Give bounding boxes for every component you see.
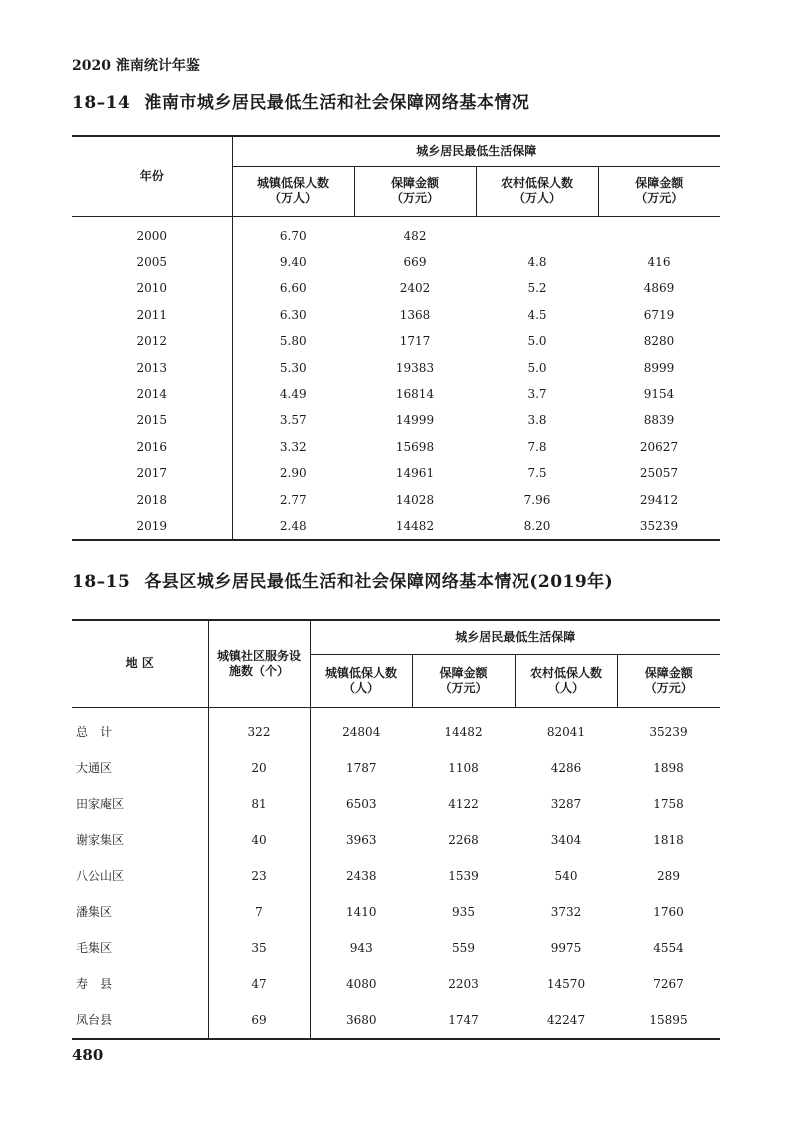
table-cell: 42247 [515, 1002, 617, 1039]
table1-column-header [476, 166, 598, 216]
table-cell: 3.8 [527, 413, 547, 428]
table-cell: 289 [657, 868, 680, 883]
table-cell: 1717 [399, 334, 431, 349]
table-cell: 1539 [448, 868, 479, 883]
table-cell: 1760 [653, 904, 684, 919]
table-cell: 3.32 [279, 439, 307, 454]
table-cell: 5.30 [279, 360, 307, 375]
table-cell: 20 [208, 750, 310, 786]
table-row [72, 930, 720, 966]
table-cell: 5.2 [527, 281, 547, 296]
column-header-unit: （人） [547, 680, 584, 695]
table-cell: 7.96 [523, 492, 551, 507]
table-cell: 4554 [653, 940, 684, 955]
table2 [72, 619, 720, 1040]
table-cell: 20627 [639, 439, 679, 454]
table-cell: 1898 [653, 760, 684, 775]
table-row [72, 434, 720, 460]
table-cell: 23 [208, 858, 310, 894]
table-cell: 4869 [643, 281, 675, 296]
table2-facilities-header [208, 620, 310, 707]
table-cell: 3680 [310, 1002, 412, 1039]
table-cell: 8.20 [476, 513, 598, 540]
table-cell: 2203 [448, 976, 479, 991]
table1-column-header [232, 166, 354, 216]
table-cell: 6.70 [279, 228, 307, 243]
row-label-cell: 2016 [72, 434, 232, 460]
table2-number: 18–15 [72, 572, 131, 592]
table1-title-text: 淮南市城乡居民最低生活和社会保障网络基本情况 [144, 93, 530, 113]
row-label-cell: 2005 [72, 249, 232, 275]
row-label-cell: 毛集区 [72, 930, 208, 966]
table-cell: 4.8 [527, 255, 547, 270]
row-label-cell: 凤台县 [72, 1002, 208, 1039]
table-cell: 540 [554, 868, 578, 883]
table2-region-header: 地 区 [72, 620, 208, 707]
column-header-unit: （万人） [268, 191, 317, 205]
row-label-cell: 八公山区 [72, 858, 208, 894]
table-cell: 2.77 [279, 492, 307, 507]
table-cell: 1787 [345, 760, 377, 775]
column-header-unit: （万元） [644, 680, 693, 695]
table-cell: 25057 [639, 466, 679, 481]
row-label-cell: 田家庵区 [72, 786, 208, 822]
table1 [72, 135, 720, 541]
table-row [72, 786, 720, 822]
table-cell: 16814 [395, 387, 435, 402]
table-cell: 1758 [653, 796, 684, 811]
table-row [72, 302, 720, 328]
table-cell: 14482 [444, 724, 483, 739]
table-cell: 2438 [345, 868, 377, 883]
row-label-cell: 2014 [72, 381, 232, 407]
table-cell: 322 [208, 707, 310, 750]
table1-body [72, 216, 720, 540]
table-cell: 1410 [345, 904, 377, 919]
row-label-cell: 2010 [72, 275, 232, 301]
table2-title-text: 各县区城乡居民最低生活和社会保障网络基本情况(2019年) [144, 572, 614, 592]
table-cell: 935 [452, 904, 475, 919]
table-cell: 4122 [448, 796, 479, 811]
row-label-cell: 谢家集区 [72, 822, 208, 858]
table-cell: 1818 [653, 832, 684, 847]
table2-column-header [310, 654, 412, 707]
table-cell: 3.57 [279, 413, 307, 428]
table-cell: 19383 [395, 360, 435, 375]
table-row [72, 216, 720, 249]
table-cell: 482 [403, 228, 427, 243]
table1-column-header [354, 166, 476, 216]
table-cell: 5.0 [527, 334, 547, 349]
column-header-line: 保障金额 [644, 665, 693, 680]
table-cell: 1747 [412, 1002, 515, 1039]
table-cell: 47 [208, 966, 310, 1002]
table-cell: 7.8 [527, 439, 547, 454]
table-cell: 35239 [649, 724, 688, 739]
table-cell: 416 [647, 255, 671, 270]
table-cell: 3732 [550, 904, 582, 919]
column-header-unit: 施数（个） [228, 663, 289, 678]
table2-column-header [515, 654, 617, 707]
table-cell: 4.5 [527, 307, 547, 322]
table-row [72, 407, 720, 433]
column-header-line: 城镇低保人数 [256, 176, 329, 190]
table2-group-header: 城乡居民最低生活保障 [310, 620, 720, 654]
table-cell: 40 [208, 822, 310, 858]
table-cell: 82041 [546, 724, 586, 739]
row-label-cell: 2012 [72, 328, 232, 354]
table-cell: 6.60 [279, 281, 307, 296]
table-row [72, 381, 720, 407]
table-row [72, 354, 720, 380]
table-cell: 1108 [448, 760, 479, 775]
table1-year-header: 年份 [72, 136, 232, 216]
row-label-cell: 2018 [72, 486, 232, 512]
table-cell: 15698 [395, 439, 435, 454]
table-cell: 6719 [643, 307, 675, 322]
table2-body [72, 707, 720, 1039]
table-cell: 35 [208, 930, 310, 966]
table-row [72, 966, 720, 1002]
row-label-cell: 2017 [72, 460, 232, 486]
table-cell: 9154 [643, 387, 675, 402]
table-cell: 6.30 [279, 307, 307, 322]
page-number: 480 [72, 1046, 104, 1064]
row-label-cell: 总计 [72, 707, 208, 750]
table-row [72, 822, 720, 858]
table1-title [72, 88, 529, 113]
row-label-cell: 大通区 [72, 750, 208, 786]
table-cell: 3963 [345, 832, 377, 847]
table-cell: 8280 [643, 334, 675, 349]
table-cell: 4286 [550, 760, 582, 775]
row-label-cell: 潘集区 [72, 894, 208, 930]
table-cell: 35239 [598, 513, 720, 540]
table1-column-header [598, 166, 720, 216]
table-row [72, 894, 720, 930]
table-cell: 24804 [342, 724, 381, 739]
column-header-line: 城镇社区服务设 [216, 648, 301, 663]
table2-title [72, 567, 613, 592]
running-head: 2020 淮南统计年鉴 [72, 58, 200, 74]
table-cell: 14999 [395, 413, 435, 428]
row-label-cell: 2000 [72, 216, 232, 249]
table-row [72, 858, 720, 894]
table-row [72, 328, 720, 354]
table-cell [476, 216, 598, 249]
table-cell: 2.90 [279, 466, 307, 481]
column-header-line: 保障金额 [635, 176, 684, 190]
column-header-unit: （万人） [512, 191, 561, 205]
table-cell: 69 [208, 1002, 310, 1039]
table-cell: 7 [208, 894, 310, 930]
table-cell: 4080 [345, 976, 377, 991]
table2-column-header [617, 654, 720, 707]
table-cell: 14961 [395, 466, 435, 481]
row-label-cell: 2013 [72, 354, 232, 380]
table1-group-header: 城乡居民最低生活保障 [232, 136, 720, 166]
row-label-cell: 2011 [72, 302, 232, 328]
table-cell: 2268 [448, 832, 479, 847]
table-cell: 6503 [345, 796, 377, 811]
column-header-unit: （万元） [390, 191, 439, 205]
table-cell: 559 [452, 940, 475, 955]
table-cell: 9.40 [279, 255, 307, 270]
table-cell: 669 [403, 255, 427, 270]
table-cell: 14482 [354, 513, 476, 540]
table-row [72, 750, 720, 786]
table-cell: 14570 [546, 976, 586, 991]
table-cell: 8839 [643, 413, 675, 428]
table1-number: 18–14 [72, 93, 131, 113]
table-cell: 8999 [643, 360, 675, 375]
table-cell: 7267 [653, 976, 684, 991]
column-header-line: 农村低保人数 [500, 176, 573, 190]
table-cell: 29412 [639, 492, 679, 507]
row-label-cell: 2015 [72, 407, 232, 433]
table-cell: 15895 [617, 1002, 720, 1039]
table-row [72, 707, 720, 750]
table-row [72, 249, 720, 275]
table-cell: 1368 [399, 307, 431, 322]
column-header-unit: （万元） [439, 680, 488, 695]
table-cell: 4.49 [279, 387, 307, 402]
table-cell: 5.80 [279, 334, 307, 349]
table-cell: 9975 [550, 940, 582, 955]
table-row [72, 486, 720, 512]
table-cell: 7.5 [527, 466, 547, 481]
table-cell: 943 [349, 940, 373, 955]
table-cell: 2402 [399, 281, 431, 296]
column-header-line: 保障金额 [390, 176, 439, 190]
table-row [72, 513, 720, 540]
table-cell: 5.0 [527, 360, 547, 375]
column-header-line: 城镇低保人数 [324, 665, 397, 680]
row-label-cell: 2019 [72, 513, 232, 540]
column-header-line: 农村低保人数 [529, 665, 602, 680]
table-row [72, 460, 720, 486]
table2-column-header [412, 654, 515, 707]
table-cell [598, 216, 720, 249]
table-cell: 3287 [550, 796, 582, 811]
column-header-line: 保障金额 [439, 665, 488, 680]
row-label-cell: 寿县 [72, 966, 208, 1002]
column-header-unit: （人） [342, 680, 379, 695]
table-cell: 3404 [550, 832, 582, 847]
table-row [72, 275, 720, 301]
table-cell: 81 [208, 786, 310, 822]
table-cell: 14028 [395, 492, 435, 507]
table-cell: 3.7 [527, 387, 547, 402]
column-header-unit: （万元） [635, 191, 684, 205]
table-cell: 2.48 [232, 513, 354, 540]
table-row [72, 1002, 720, 1039]
